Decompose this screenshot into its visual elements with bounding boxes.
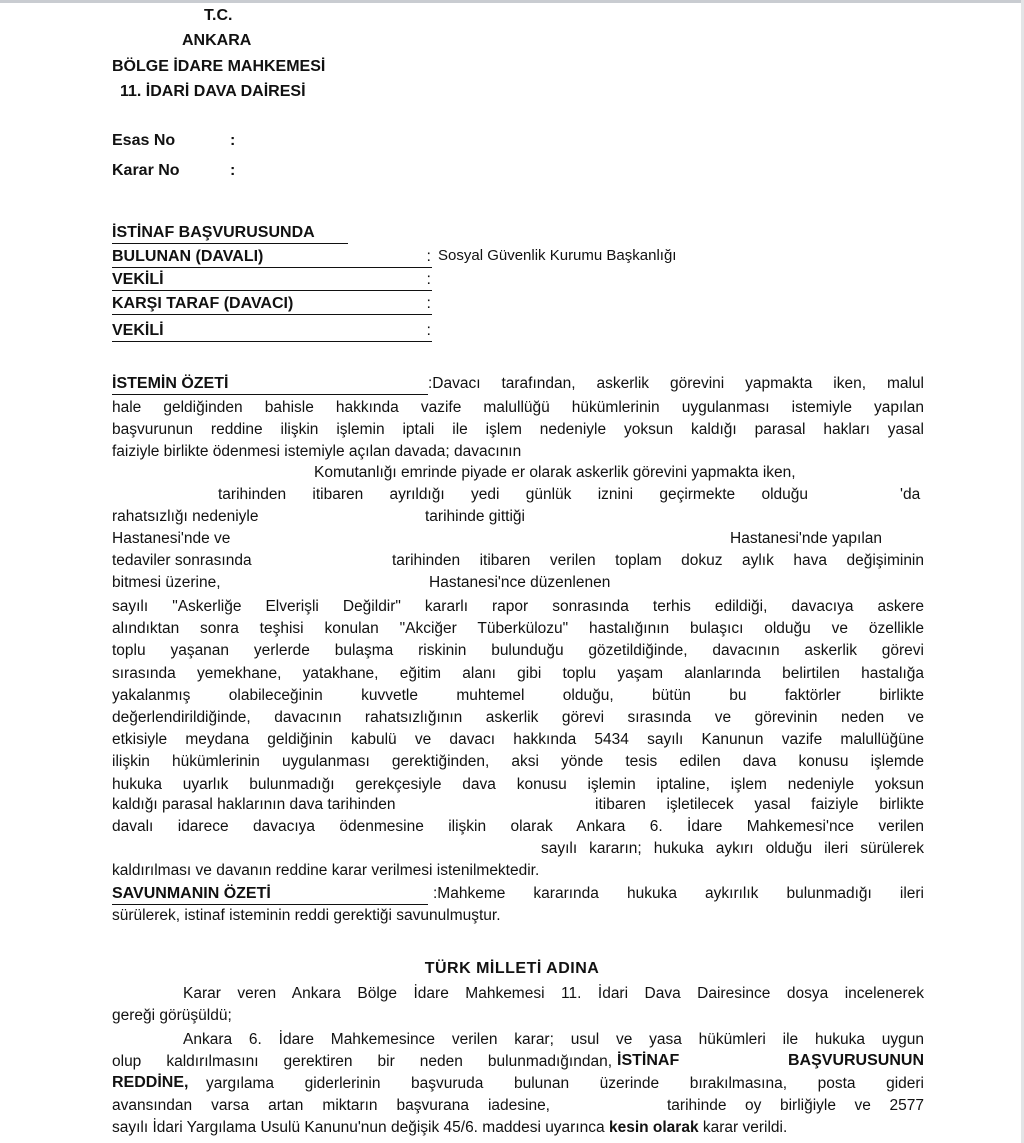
istem-label-rule — [112, 374, 428, 395]
istem-paragraph — [112, 397, 924, 464]
istem-line: hale geldiğinden bahisle hakkında vazife malullüğü hükümlerinin uygulanması istemiyle yapılan — [112, 399, 924, 416]
istem-line: faiziyle birlikte ödenmesi istemiyle açılan davada; davacının — [112, 443, 522, 461]
decision-p2-line4a: avansından varsa artan miktarın başvurana iadesine, — [112, 1097, 550, 1114]
decision-istinaf-bold: İSTİNAF BAŞVURUSUNUN — [617, 1052, 924, 1069]
decision-p2-line4b: tarihinde oy birliğiyle ve 2577 — [667, 1097, 924, 1114]
istem-frag-komutanlik: Komutanlığı emrinde piyade er olarak askerlik görevini yapmakta iken, — [314, 464, 796, 481]
header-court: BÖLGE İDARE MAHKEMESİ — [112, 58, 326, 75]
decision-p1-line1: Karar veren Ankara Bölge İdare Mahkemesi 11. İdari Dava Dairesince dosya incelenerek — [183, 985, 924, 1002]
esas-no-label: Esas No — [112, 132, 176, 149]
istem-line: sayılı "Askerliğe Elverişli Değildir" kararlı rapor sonrasında terhis edildiği, davacıya askere — [112, 598, 924, 615]
istem-frag-hastane2: Hastanesi'nde yapılan — [730, 530, 883, 547]
istem-first-line: :Davacı tarafından, askerlik görevini yapmakta iken, malul — [428, 375, 924, 392]
istem-frag-gittigi: tarihinde gittiği — [425, 508, 525, 525]
decision-p2-line5c: karar verildi. — [702, 1119, 788, 1136]
istem-line: yakalanmış olabileceğinin kuvvetle muhtemel olduğu, bütün bu faktörler birlikte — [112, 686, 924, 704]
istem-label: İSTEMİN ÖZETİ — [112, 375, 229, 392]
party-value-davali: Sosyal Güvenlik Kurumu Başkanlığı — [438, 247, 677, 264]
party-colon: : — [426, 295, 431, 312]
party-colon: : — [426, 248, 431, 265]
istem-frag-rahatsizlik: rahatsızlığı nedeniyle — [112, 508, 259, 525]
decision-p1-line2: gereği görüşüldü; — [112, 1007, 232, 1024]
header-tc: T.C. — [204, 7, 233, 24]
istem-frag-tarih1: tarihinden itibaren ayrıldığı yedi günlük iznini geçirmekte olduğu — [218, 486, 808, 503]
istem-frag-sayili: sayılı kararın; hukuka aykırı olduğu ileri sürülerek — [541, 840, 924, 857]
header-city: ANKARA — [182, 32, 252, 49]
istem-frag-tarih2: tarihinden itibaren verilen toplam dokuz aylık hava değişiminin — [392, 552, 924, 569]
istem-frag-kaldirilmasi: kaldırılması ve davanın reddine karar verilmesi istenilmektedir. — [112, 862, 540, 879]
viewer-top-border — [0, 0, 1024, 3]
istem-frag-bitmesi: bitmesi üzerine, — [112, 574, 221, 591]
istem-line: sırasında yemekhane, yatakhane, eğitim alanı gibi toplu yaşam alanlarında belirtilen hastalığa — [112, 664, 924, 682]
istem-frag-tedavi: tedaviler sonrasında — [112, 552, 252, 569]
party-row-davaci — [112, 292, 432, 315]
istem-frag-itibaren: itibaren işletilecek yasal faiziyle birlikte — [595, 796, 924, 813]
savunma-second-line: sürülerek, istinaf isteminin reddi gerektiği savunulmuştur. — [112, 907, 501, 924]
party-row-davaci-vekili — [112, 319, 432, 342]
decision-p2-line3b: yargılama giderlerinin başvuruda bulunan üzerinde bırakılmasına, posta gideri — [206, 1075, 924, 1092]
istem-line: başvurunun reddine ilişkin işlemin iptali ile işlem nedeniyle yoksun kaldığı parasal hakları yasal — [112, 421, 924, 439]
decision-p2-line2a: olup kaldırılmasını gerektiren bir neden bulunmadığından, — [112, 1053, 612, 1070]
parties-heading — [112, 221, 348, 244]
party-label: KARŞI TARAF (DAVACI) — [112, 295, 294, 312]
istem-frag-hastane3: Hastanesi'nce düzenlenen — [429, 574, 611, 591]
istem-line: alındıktan sonra teşhisi konulan "Akciğer Tüberkülozu" hastalığının bulaşıcı olduğu ve özellikle — [112, 620, 924, 638]
decision-kesin-bold: kesin olarak — [608, 1119, 699, 1136]
istem-frag-kaldigi: kaldığı parasal haklarının dava tarihinden — [112, 796, 396, 813]
istem-line: toplu yaşanan yerlerde bulaşma riskinin bulunduğu gözetildiğinde, davacının askerlik görevi — [112, 642, 924, 660]
savunma-label-rule — [112, 884, 428, 905]
header-chamber: 11. İDARİ DAVA DAİRESİ — [120, 83, 306, 100]
decision-p2-line1: Ankara 6. İdare Mahkemesince verilen karar; usul ve yasa hükümleri ile hukuka uygun — [183, 1031, 924, 1048]
istem-line: hukuka uyarlık bulunmadığı gerekçesiyle dava konusu işlemin iptaline, işlem nedeniyle yoksun — [112, 775, 924, 793]
party-label: VEKİLİ — [112, 322, 164, 339]
karar-no-label: Karar No — [112, 162, 180, 179]
istem-frag-hastane1: Hastanesi'nde ve — [112, 530, 231, 547]
istem-line: ilişkin hükümlerinin uygulanması gerektiğinden, aksi yönde tesis edilen dava konusu işlemde — [112, 753, 924, 771]
decision-p2-line5a: sayılı İdari Yargılama Usulü Kanunu'nun değişik 45/6. maddesi uyarınca — [112, 1119, 605, 1136]
party-colon: : — [426, 322, 431, 339]
savunma-label: SAVUNMANIN ÖZETİ — [112, 885, 271, 902]
decision-reddine-bold: REDDİNE, — [112, 1074, 189, 1091]
decision-p2-line5 — [112, 1119, 787, 1137]
party-row-davali-vekili — [112, 268, 432, 291]
esas-no-colon: : — [230, 132, 236, 149]
party-label: VEKİLİ — [112, 271, 164, 288]
istem-line: etkisiyle meydana geldiğinin kabulü ve davacı hakkında 5434 sayılı Kanunun vazife malullüğüne — [112, 731, 924, 749]
karar-no-colon: : — [230, 162, 236, 179]
party-colon: : — [426, 271, 431, 288]
decision-title: TÜRK MİLLETİ ADINA — [424, 960, 600, 977]
party-row-davali — [112, 245, 432, 268]
istem-line: değerlendirildiğinde, davacının rahatsızlığının askerlik görevi sırasında ve görevinin neden ve — [112, 708, 924, 726]
party-label: BULUNAN (DAVALI) — [112, 248, 264, 265]
istem-frag-davali: davalı idarece davacıya ödenmesine ilişkin olarak Ankara 6. İdare Mahkemesi'nce verilen — [112, 818, 924, 835]
istem-paragraph-2 — [112, 596, 924, 796]
savunma-first-line: :Mahkeme kararında hukuka aykırılık bulunmadığı ileri — [433, 885, 924, 902]
parties-heading-text: İSTİNAF BAŞVURUSUNDA — [112, 224, 315, 241]
istem-frag-da: 'da — [900, 486, 921, 503]
